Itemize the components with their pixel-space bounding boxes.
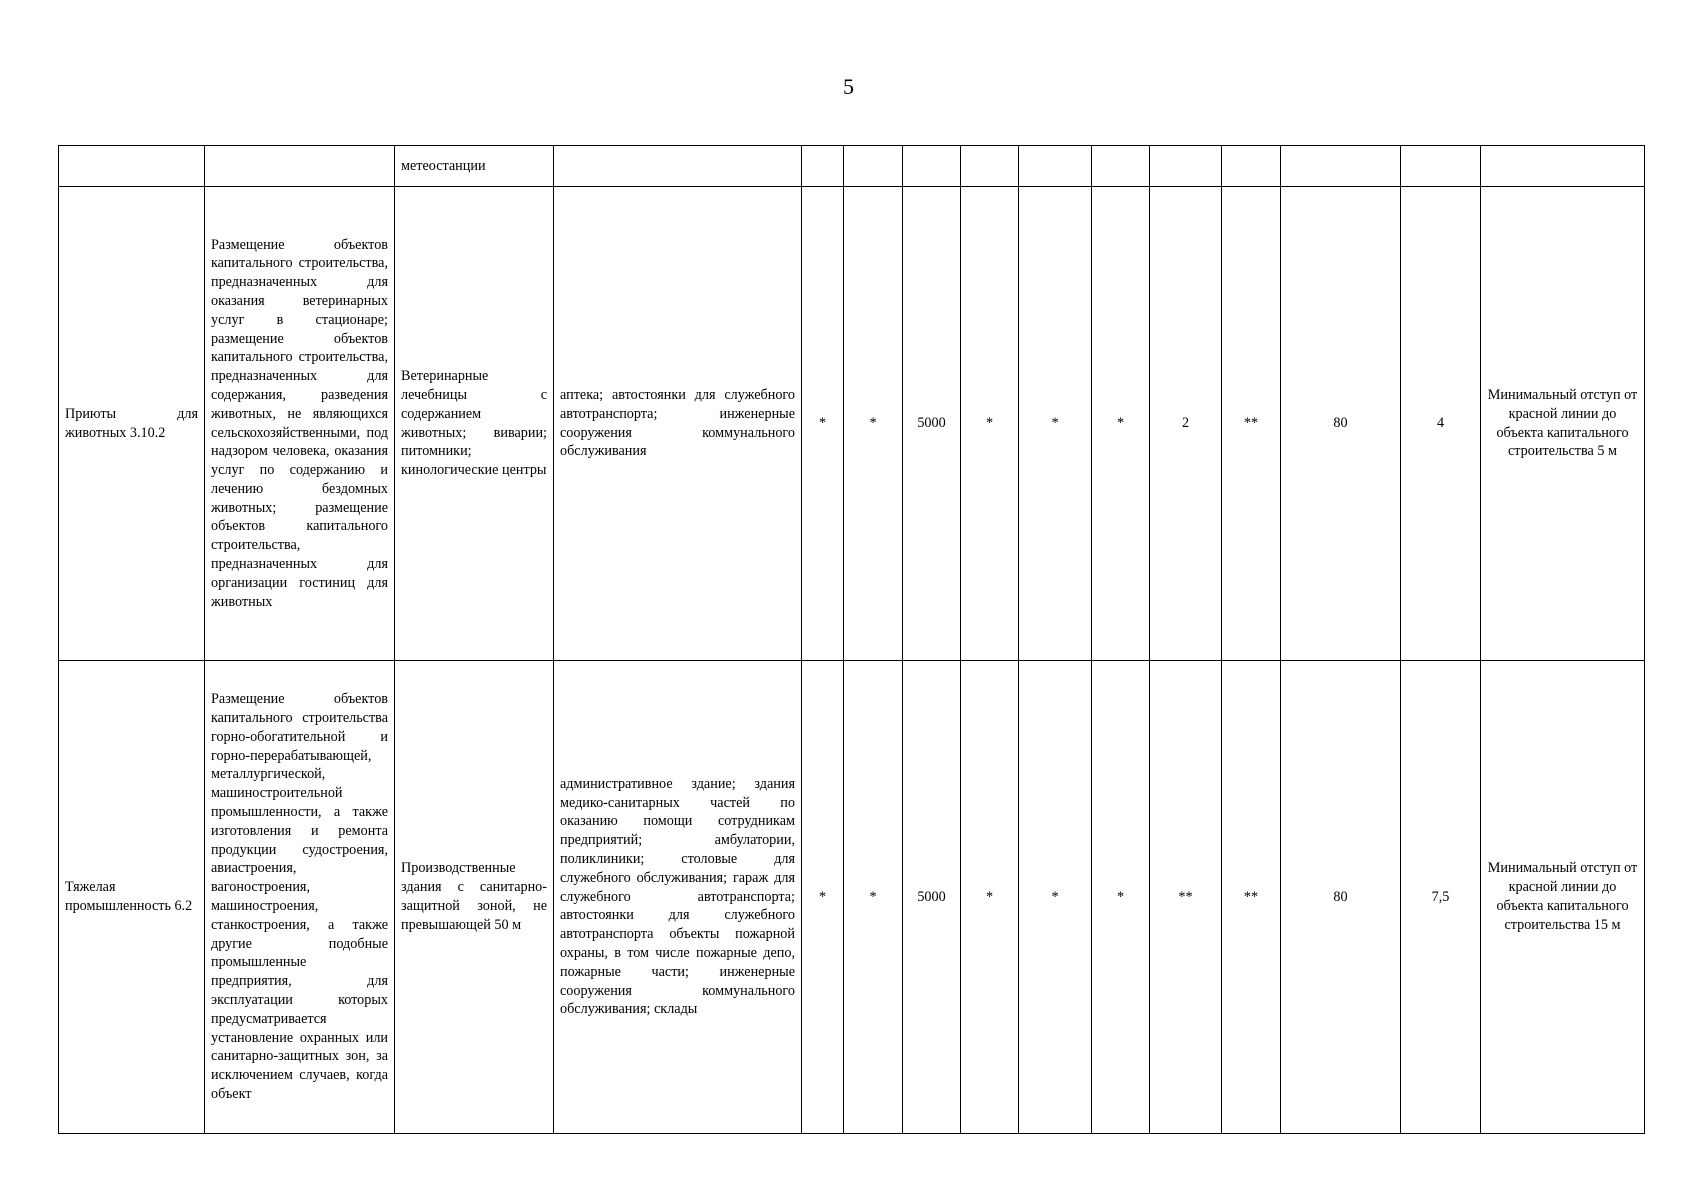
- param-value: 5000: [903, 187, 961, 661]
- param-value: *: [802, 187, 844, 661]
- param-value: *: [802, 661, 844, 1134]
- param-value: 4: [1401, 187, 1481, 661]
- table-cell: [1281, 146, 1401, 187]
- table-cell: [205, 146, 395, 187]
- zoning-regulations-table: [58, 145, 1645, 1134]
- use-type-name: Приюты для животных 3.10.2: [59, 187, 205, 661]
- param-value: 5000: [903, 661, 961, 1134]
- table-cell: [1222, 146, 1281, 187]
- table-cell: [1019, 146, 1092, 187]
- param-value: *: [961, 661, 1019, 1134]
- table-cell: [903, 146, 961, 187]
- page-number: 5: [843, 74, 854, 99]
- table-cell: [802, 146, 844, 187]
- param-value: *: [1092, 187, 1150, 661]
- row-note: Минимальный отступ от красной линии до объекта капитального строительства 5 м: [1481, 187, 1645, 661]
- param-value: *: [844, 661, 903, 1134]
- permitted-objects: Ветеринарные лечебницы с содержанием животных; виварии; питомники; кинологические центры: [395, 187, 554, 661]
- param-value: 7,5: [1401, 661, 1481, 1134]
- auxiliary-objects: административное здание; здания медико-санитарных частей по оказанию помощи сотрудникам предприятий; амбулатории, поликлиники; столовые для служебного обслуживания; гараж для служебного автотранспорта; автостоянки для служебного автотранспорта объекты пожарной охраны, в том числе пожарные депо, пожарные части; инженерные сооружения коммунального обслуживания; склады: [554, 661, 802, 1134]
- table-cell: [1401, 146, 1481, 187]
- table-cell: [1481, 146, 1645, 187]
- param-value: *: [1019, 661, 1092, 1134]
- param-value: *: [1092, 661, 1150, 1134]
- table-cell: [554, 146, 802, 187]
- param-value: *: [844, 187, 903, 661]
- param-value: **: [1150, 661, 1222, 1134]
- table-row: [59, 146, 1645, 187]
- row-note: Минимальный отступ от красной линии до объекта капитального строительства 15 м: [1481, 661, 1645, 1134]
- table-cell: [961, 146, 1019, 187]
- param-value: 80: [1281, 661, 1401, 1134]
- table-cell: [844, 146, 903, 187]
- param-value: *: [961, 187, 1019, 661]
- table-row: [59, 661, 1645, 1134]
- use-type-name: Тяжелая промышленность 6.2: [59, 661, 205, 1134]
- permitted-objects: Производственные здания с санитарно-защитной зоной, не превышающей 50 м: [395, 661, 554, 1134]
- param-value: 2: [1150, 187, 1222, 661]
- table-cell: [1150, 146, 1222, 187]
- table-row: [59, 187, 1645, 661]
- param-value: **: [1222, 187, 1281, 661]
- param-value: *: [1019, 187, 1092, 661]
- param-value: 80: [1281, 187, 1401, 661]
- use-type-description: Размещение объектов капитального строительства горно-обогатительной и горно-перерабатывающей, металлургической, машиностроительной промышленности, а также изготовления и ремонта продукции судостроения, авиастроения, вагоностроения, машиностроения, станкостроения, а также другие подобные промышленные предприятия, для эксплуатации которых предусматривается установление охранных или санитарно-защитных зон, за исключением случаев, когда объект: [205, 661, 395, 1134]
- auxiliary-objects: аптека; автостоянки для служебного автотранспорта; инженерные сооружения коммунального обслуживания: [554, 187, 802, 661]
- use-type-description: Размещение объектов капитального строительства, предназначенных для оказания ветеринарных услуг в стационаре; размещение объектов капитального строительства, предназначенных для содержания, разведения животных, не являющихся сельскохозяйственными, под надзором человека, оказания услуг по содержанию и лечению бездомных животных; размещение объектов капитального строительства, предназначенных для организации гостиниц для животных: [205, 187, 395, 661]
- table-cell: метеостанции: [395, 146, 554, 187]
- table-cell: [1092, 146, 1150, 187]
- param-value: **: [1222, 661, 1281, 1134]
- table-cell: [59, 146, 205, 187]
